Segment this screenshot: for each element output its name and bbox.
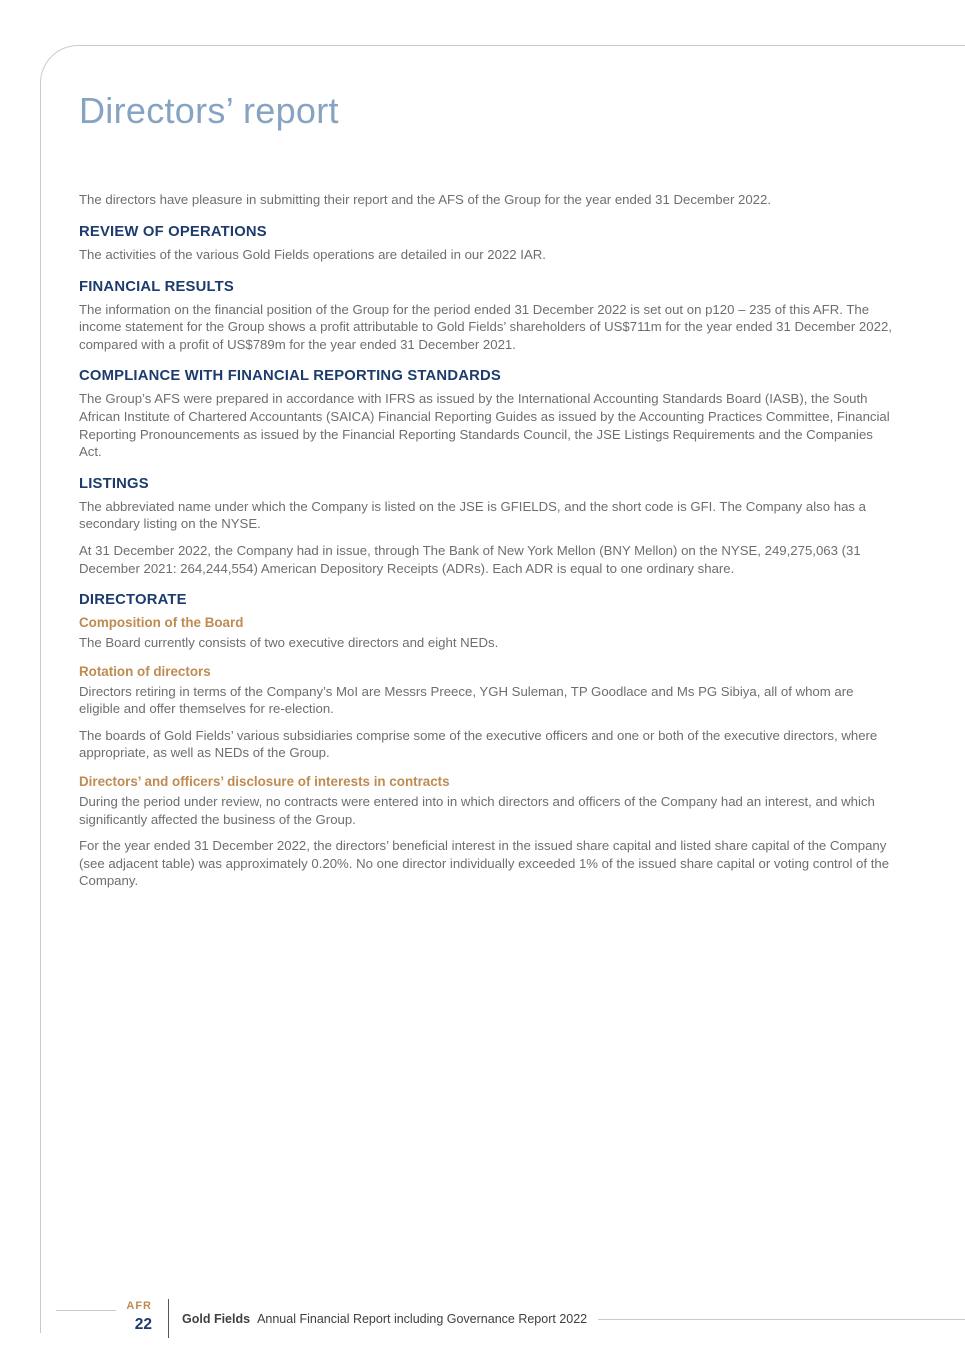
paragraph: The abbreviated name under which the Company is listed on the JSE is GFIELDS, and the short code is GFI. The Company also has a secondary listing on the NYSE. xyxy=(79,498,867,532)
paragraph: For the year ended 31 December 2022, the directors’ beneficial interest in the issued share capital and listed share capital of the Company (see adjacent table) was approximately 0.20%. No one director individually exceeded 1% of the issued share capital or voting control of the Company. xyxy=(79,838,890,889)
subheading-disclosure-of-interests: Directors’ and officers’ disclosure of interests in contracts xyxy=(79,774,450,790)
section-heading-listings: LISTINGS xyxy=(79,475,149,492)
footer-brand: Gold Fields xyxy=(182,1312,251,1326)
page-number: 22 xyxy=(134,1316,152,1333)
page-title: Directors’ report xyxy=(79,90,339,131)
section-heading-review-of-operations: REVIEW OF OPERATIONS xyxy=(79,223,267,240)
intro-paragraph: The directors have pleasure in submitting their report and the AFS of the Group for the year ended 31 December 2022. xyxy=(79,192,772,208)
section-directorate xyxy=(79,591,897,890)
paragraph: The information on the financial position of the Group for the period ended 31 December 2022 is set out on p120 – 235 of this AFR. The income statement for the Group shows a profit attributable to Gold Fields’ shareholders of US$711m for the year ended 31 December 2022, compared with a profit of US$789m for the year ended 31 December 2021. xyxy=(79,301,892,352)
footer-divider xyxy=(168,1299,169,1338)
paragraph: During the period under review, no contracts were entered into in which directors and officers of the Company had an interest, and which significantly affected the business of the Group. xyxy=(79,794,875,827)
subheading-rotation-of-directors: Rotation of directors xyxy=(79,663,211,679)
footer-left-rule xyxy=(56,1310,116,1311)
footer-report-title: Annual Financial Report including Governance Report 2022 xyxy=(257,1312,588,1326)
subheading-composition-of-the-board: Composition of the Board xyxy=(79,615,244,631)
afr-page-block xyxy=(110,1300,152,1334)
section-listings xyxy=(79,475,897,577)
section-compliance xyxy=(79,367,897,460)
paragraph: The activities of the various Gold Fields operations are detailed in our 2022 IAR. xyxy=(79,246,546,262)
footer-right-rule xyxy=(598,1319,965,1320)
paragraph: The Board currently consists of two executive directors and eight NEDs. xyxy=(79,635,499,651)
section-heading-financial-results: FINANCIAL RESULTS xyxy=(79,278,234,295)
paragraph: The Group’s AFS were prepared in accordance with IFRS as issued by the International Accounting Standards Board (IASB), the South African Institute of Chartered Accountants (SAICA) Financial Reporting Guides as issued by the Accounting Practices Committee, Financial Reporting Pronouncements as issued by the Financial Reporting Standards Council, the JSE Listings Requirements and the Companies Act. xyxy=(79,391,890,460)
paragraph: Directors retiring in terms of the Company’s MoI are Messrs Preece, YGH Suleman, TP Goodlace and Ms PG Sibiya, all of whom are eligible and offer themselves for re-election. xyxy=(79,683,854,717)
section-heading-directorate: DIRECTORATE xyxy=(79,592,187,609)
section-financial-results xyxy=(79,278,897,354)
section-heading-compliance: COMPLIANCE WITH FINANCIAL REPORTING STANDARDS xyxy=(79,368,501,385)
section-review-of-operations xyxy=(79,223,897,264)
paragraph: The boards of Gold Fields’ various subsidiaries comprise some of the executive officers and one or both of the executive directors, where appropriate, as well as NEDs of the Group. xyxy=(79,727,878,761)
report-content xyxy=(79,0,897,899)
paragraph: At 31 December 2022, the Company had in issue, through The Bank of New York Mellon (BNY Mellon) on the NYSE, 249,275,063 (31 December 2021: 264,244,554) American Depository Receipts (ADRs). Each ADR is equal to one ordinary share. xyxy=(79,542,861,576)
afr-label: AFR xyxy=(126,1300,152,1312)
footer-text xyxy=(182,1312,587,1326)
